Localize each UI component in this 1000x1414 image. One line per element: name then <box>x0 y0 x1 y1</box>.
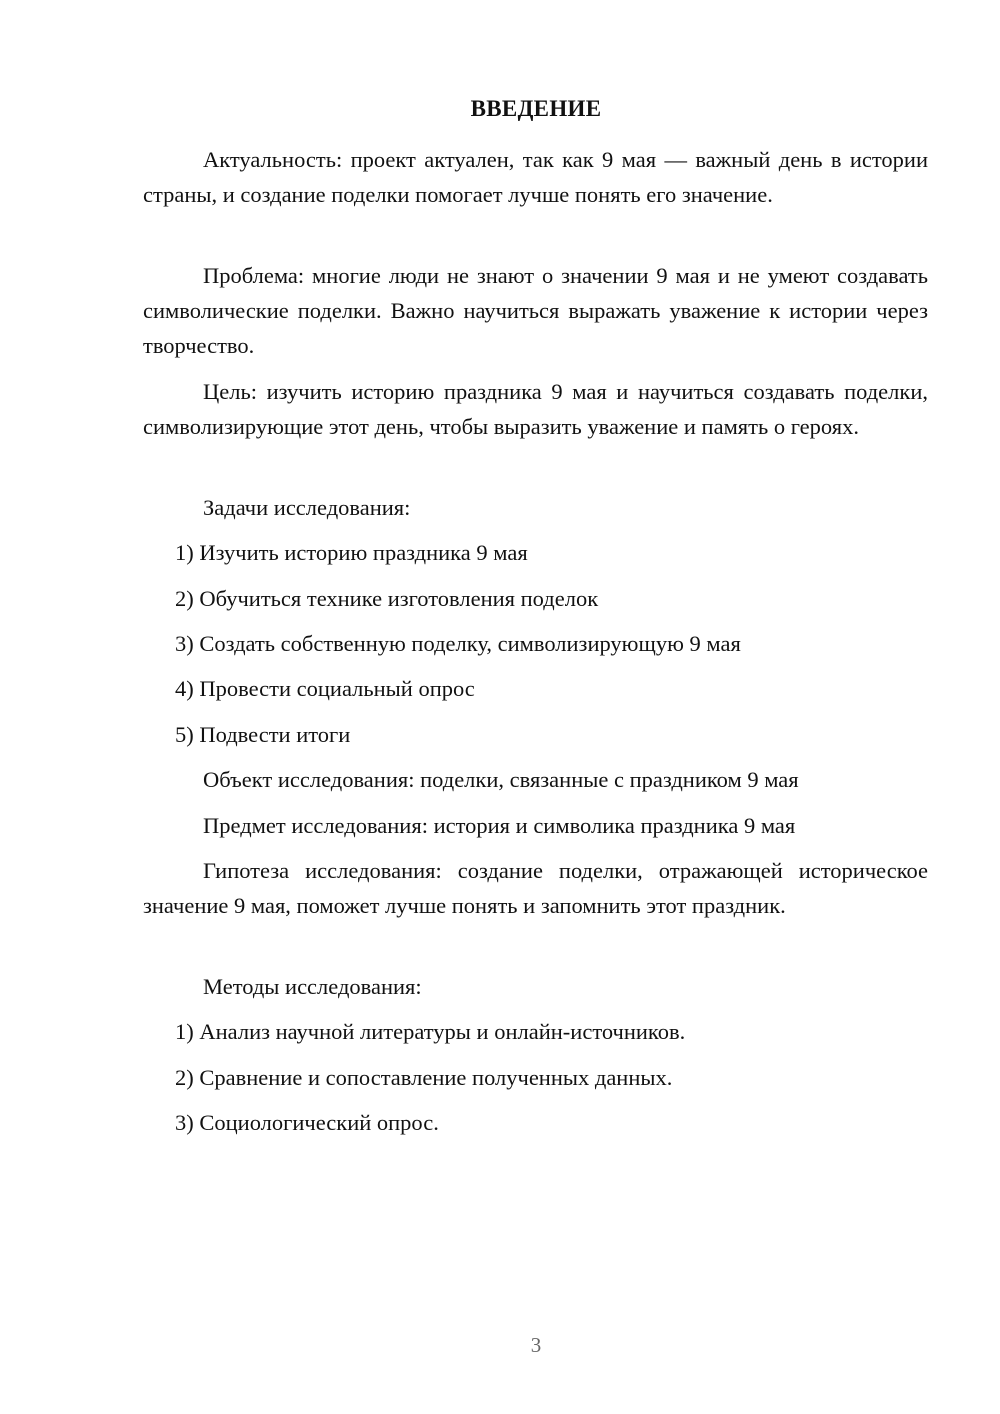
methods-label: Методы исследования: <box>203 974 422 999</box>
task-item: 5) Подвести итоги <box>175 722 351 747</box>
subject-line: Предмет исследования: история и символика праздника 9 мая <box>203 813 796 838</box>
method-item: 2) Сравнение и сопоставление полученных данных. <box>175 1065 673 1090</box>
page-number: 3 <box>530 1333 542 1357</box>
tasks-label: Задачи исследования: <box>203 495 411 520</box>
relevance-paragraph: Актуальность: проект актуален, так как 9 мая — важный день в истории страны, и создание поделки помогает лучше понять его значение. <box>143 147 928 207</box>
problem-paragraph: Проблема: многие люди не знают о значении 9 мая и не умеют создавать символические поделки. Важно научиться выражать уважение к истории через творчество. <box>143 263 928 358</box>
task-item: 4) Провести социальный опрос <box>175 676 475 701</box>
hypothesis-paragraph: Гипотеза исследования: создание поделки, отражающей историческое значение 9 мая, поможет лучше понять и запомнить этот праздник. <box>143 858 928 918</box>
task-item: 1) Изучить историю праздника 9 мая <box>175 540 528 565</box>
goal-paragraph: Цель: изучить историю праздника 9 мая и научиться создавать поделки, символизирующие этот день, чтобы выразить уважение и память о героях. <box>143 379 928 439</box>
object-line: Объект исследования: поделки, связанные с праздником 9 мая <box>203 767 799 792</box>
method-item: 3) Социологический опрос. <box>175 1110 439 1135</box>
page-heading: ВВЕДЕНИЕ <box>470 96 602 121</box>
method-item: 1) Анализ научной литературы и онлайн-источников. <box>175 1019 686 1044</box>
task-item: 2) Обучиться технике изготовления поделок <box>175 586 599 611</box>
task-item: 3) Создать собственную поделку, символизирующую 9 мая <box>175 631 741 656</box>
